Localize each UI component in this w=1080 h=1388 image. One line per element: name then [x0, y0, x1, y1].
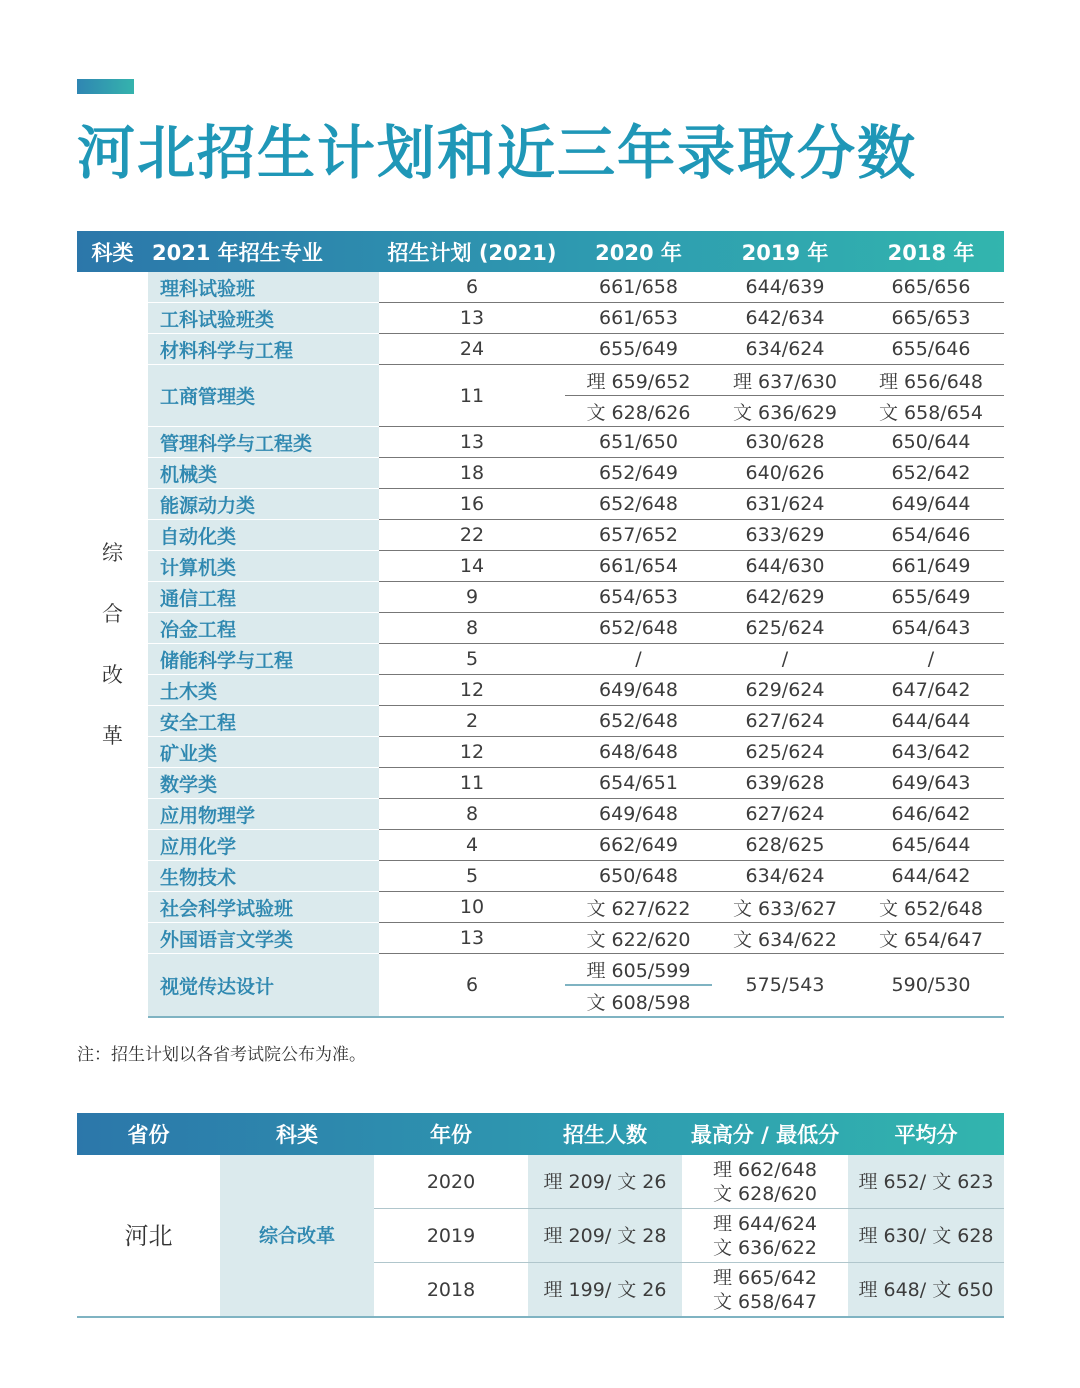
score-2019: 639/628 — [712, 768, 858, 799]
score-2018: 652/642 — [858, 458, 1004, 489]
plan-count: 10 — [379, 892, 565, 923]
score-2018: 645/644 — [858, 830, 1004, 861]
score-2019: 627/624 — [712, 799, 858, 830]
major-name: 计算机类 — [148, 551, 379, 582]
score-2019: 644/639 — [712, 272, 858, 303]
header-year: 年份 — [430, 1123, 472, 1147]
score-2020: 661/658 — [565, 272, 712, 303]
year-cell: 2018 — [374, 1263, 528, 1318]
title-accent-bar — [77, 79, 134, 94]
plan-count: 11 — [379, 365, 565, 427]
low-score: 文 636/622 — [713, 1236, 817, 1259]
score-2018: / — [858, 644, 1004, 675]
plan-count: 16 — [379, 489, 565, 520]
plan-count: 13 — [379, 923, 565, 954]
score-2020: 理 659/652 — [565, 365, 712, 396]
header-2019: 2019 年 — [741, 240, 829, 265]
plan-count: 8 — [379, 799, 565, 830]
major-name: 应用化学 — [148, 830, 379, 861]
score-2019: 631/624 — [712, 489, 858, 520]
score-2019: 文 634/622 — [712, 923, 858, 954]
count-cell: 理 209/ 文 28 — [528, 1209, 682, 1263]
average-cell: 理 648/ 文 650 — [848, 1263, 1004, 1318]
plan-count: 2 — [379, 706, 565, 737]
province-cell: 河北 — [77, 1155, 220, 1317]
header-2020: 2020 年 — [595, 240, 682, 265]
major-name: 通信工程 — [148, 582, 379, 613]
major-name: 工商管理类 — [148, 365, 379, 427]
average-cell: 理 652/ 文 623 — [848, 1155, 1004, 1209]
score-2018: 655/649 — [858, 582, 1004, 613]
major-name: 机械类 — [148, 458, 379, 489]
score-2019: 625/624 — [712, 613, 858, 644]
score-2020: 654/651 — [565, 768, 712, 799]
table-row — [77, 582, 1004, 613]
year-cell: 2019 — [374, 1209, 528, 1263]
score-2018: 文 654/647 — [858, 923, 1004, 954]
score-2020: 652/649 — [565, 458, 712, 489]
category-cell: 综 合 改 革 — [77, 272, 148, 1017]
table-row — [77, 954, 1004, 986]
score-2020: 648/648 — [565, 737, 712, 768]
table-row — [77, 892, 1004, 923]
score-2018: 643/642 — [858, 737, 1004, 768]
major-name: 自动化类 — [148, 520, 379, 551]
high-low-cell — [682, 1155, 848, 1209]
table-row — [77, 768, 1004, 799]
score-2018: 654/646 — [858, 520, 1004, 551]
high-low-cell — [682, 1209, 848, 1263]
major-name: 工科试验班类 — [148, 303, 379, 334]
page-title: 河北招生计划和近三年录取分数 — [77, 119, 918, 187]
table-row — [77, 272, 1004, 303]
score-2018: 590/530 — [858, 954, 1004, 1018]
major-name: 土木类 — [148, 675, 379, 706]
major-name: 冶金工程 — [148, 613, 379, 644]
score-2018: 665/656 — [858, 272, 1004, 303]
score-2019: 634/624 — [712, 334, 858, 365]
table-row — [77, 706, 1004, 737]
plan-count: 6 — [379, 954, 565, 1018]
score-2018: 644/642 — [858, 861, 1004, 892]
score-2020: 652/648 — [565, 706, 712, 737]
major-name: 矿业类 — [148, 737, 379, 768]
table-row — [77, 458, 1004, 489]
score-2019: 628/625 — [712, 830, 858, 861]
table-row — [77, 1155, 1004, 1209]
high-score: 理 665/642 — [713, 1266, 817, 1289]
low-score: 文 628/620 — [713, 1182, 817, 1205]
score-2019: 633/629 — [712, 520, 858, 551]
score-2019: 640/626 — [712, 458, 858, 489]
score-2020: 652/648 — [565, 613, 712, 644]
count-cell: 理 209/ 文 26 — [528, 1155, 682, 1209]
table-row — [77, 737, 1004, 768]
score-2020: 662/649 — [565, 830, 712, 861]
score-2020: 文 622/620 — [565, 923, 712, 954]
table-row — [77, 365, 1004, 396]
table-row — [77, 675, 1004, 706]
plan-count: 9 — [379, 582, 565, 613]
score-2020: 文 608/598 — [565, 985, 712, 1017]
header-plan: 招生计划 (2021) — [387, 240, 557, 265]
major-name: 应用物理学 — [148, 799, 379, 830]
score-2019: 629/624 — [712, 675, 858, 706]
score-2019: 630/628 — [712, 427, 858, 458]
table-row — [77, 520, 1004, 551]
score-2020: / — [565, 644, 712, 675]
score-2019: 642/629 — [712, 582, 858, 613]
plan-count: 5 — [379, 644, 565, 675]
footnote: 注：招生计划以各省考试院公布为准。 — [77, 1045, 366, 1065]
plan-count: 13 — [379, 303, 565, 334]
kind-cell: 综合改革 — [220, 1155, 374, 1317]
major-name: 材料科学与工程 — [148, 334, 379, 365]
header-average: 平均分 — [894, 1123, 958, 1147]
major-name: 外国语言文学类 — [148, 923, 379, 954]
score-2018: 646/642 — [858, 799, 1004, 830]
table-row — [77, 861, 1004, 892]
admission-scores-table — [77, 231, 1004, 1018]
plan-count: 22 — [379, 520, 565, 551]
plan-count: 4 — [379, 830, 565, 861]
score-2020: 651/650 — [565, 427, 712, 458]
score-2018: 理 656/648 — [858, 365, 1004, 396]
score-2018: 665/653 — [858, 303, 1004, 334]
major-name: 视觉传达设计 — [148, 954, 379, 1018]
low-score: 文 658/647 — [713, 1290, 817, 1313]
header-2018: 2018 年 — [887, 240, 975, 265]
plan-count: 12 — [379, 675, 565, 706]
score-2020: 661/654 — [565, 551, 712, 582]
table-row — [77, 489, 1004, 520]
score-2020: 649/648 — [565, 799, 712, 830]
plan-count: 11 — [379, 768, 565, 799]
score-2018: 647/642 — [858, 675, 1004, 706]
score-2020: 理 605/599 — [565, 954, 712, 986]
header-major: 2021 年招生专业 — [152, 240, 323, 265]
table-row — [77, 613, 1004, 644]
table-row — [77, 799, 1004, 830]
major-name: 理科试验班 — [148, 272, 379, 303]
score-2020: 649/648 — [565, 675, 712, 706]
table-row — [77, 303, 1004, 334]
plan-count: 24 — [379, 334, 565, 365]
major-name: 安全工程 — [148, 706, 379, 737]
score-2019: 理 637/630 — [712, 365, 858, 396]
score-2020: 650/648 — [565, 861, 712, 892]
score-2019: 文 636/629 — [712, 396, 858, 427]
score-2018: 文 652/648 — [858, 892, 1004, 923]
score-2019: 634/624 — [712, 861, 858, 892]
score-2018: 650/644 — [858, 427, 1004, 458]
score-2019: 644/630 — [712, 551, 858, 582]
score-2020: 661/653 — [565, 303, 712, 334]
score-2019: 627/624 — [712, 706, 858, 737]
high-score: 理 662/648 — [713, 1158, 817, 1181]
year-cell: 2020 — [374, 1155, 528, 1209]
score-2020: 657/652 — [565, 520, 712, 551]
major-name: 社会科学试验班 — [148, 892, 379, 923]
score-2019: 文 633/627 — [712, 892, 858, 923]
score-2018: 661/649 — [858, 551, 1004, 582]
score-2020: 652/648 — [565, 489, 712, 520]
major-name: 管理科学与工程类 — [148, 427, 379, 458]
table-header-row — [77, 1113, 1004, 1155]
major-name: 生物技术 — [148, 861, 379, 892]
score-2018: 655/646 — [858, 334, 1004, 365]
plan-count: 6 — [379, 272, 565, 303]
score-2018: 649/644 — [858, 489, 1004, 520]
score-2020: 文 628/626 — [565, 396, 712, 427]
table-row — [77, 644, 1004, 675]
plan-count: 8 — [379, 613, 565, 644]
score-2018: 文 658/654 — [858, 396, 1004, 427]
score-2020: 文 627/622 — [565, 892, 712, 923]
high-low-cell — [682, 1263, 848, 1318]
plan-count: 18 — [379, 458, 565, 489]
average-cell: 理 630/ 文 628 — [848, 1209, 1004, 1263]
count-cell: 理 199/ 文 26 — [528, 1263, 682, 1318]
table-row — [77, 830, 1004, 861]
major-name: 能源动力类 — [148, 489, 379, 520]
major-name: 数学类 — [148, 768, 379, 799]
score-2019: 575/543 — [712, 954, 858, 1018]
header-category: 科类 — [91, 240, 134, 265]
score-2018: 644/644 — [858, 706, 1004, 737]
score-2019: 625/624 — [712, 737, 858, 768]
score-2020: 654/653 — [565, 582, 712, 613]
plan-count: 13 — [379, 427, 565, 458]
table-row — [77, 551, 1004, 582]
score-2019: / — [712, 644, 858, 675]
table-row — [77, 427, 1004, 458]
plan-count: 14 — [379, 551, 565, 582]
table-row — [77, 334, 1004, 365]
province-summary-table — [77, 1113, 1004, 1318]
header-kind: 科类 — [276, 1123, 318, 1147]
score-2018: 649/643 — [858, 768, 1004, 799]
plan-count: 12 — [379, 737, 565, 768]
high-score: 理 644/624 — [713, 1212, 817, 1235]
table-header-row — [77, 231, 1004, 272]
score-2019: 642/634 — [712, 303, 858, 334]
header-province: 省份 — [127, 1123, 170, 1147]
plan-count: 5 — [379, 861, 565, 892]
header-high-low: 最高分 / 最低分 — [690, 1123, 840, 1147]
score-2018: 654/643 — [858, 613, 1004, 644]
header-count: 招生人数 — [563, 1123, 647, 1147]
score-2020: 655/649 — [565, 334, 712, 365]
table-row — [77, 923, 1004, 954]
major-name: 储能科学与工程 — [148, 644, 379, 675]
